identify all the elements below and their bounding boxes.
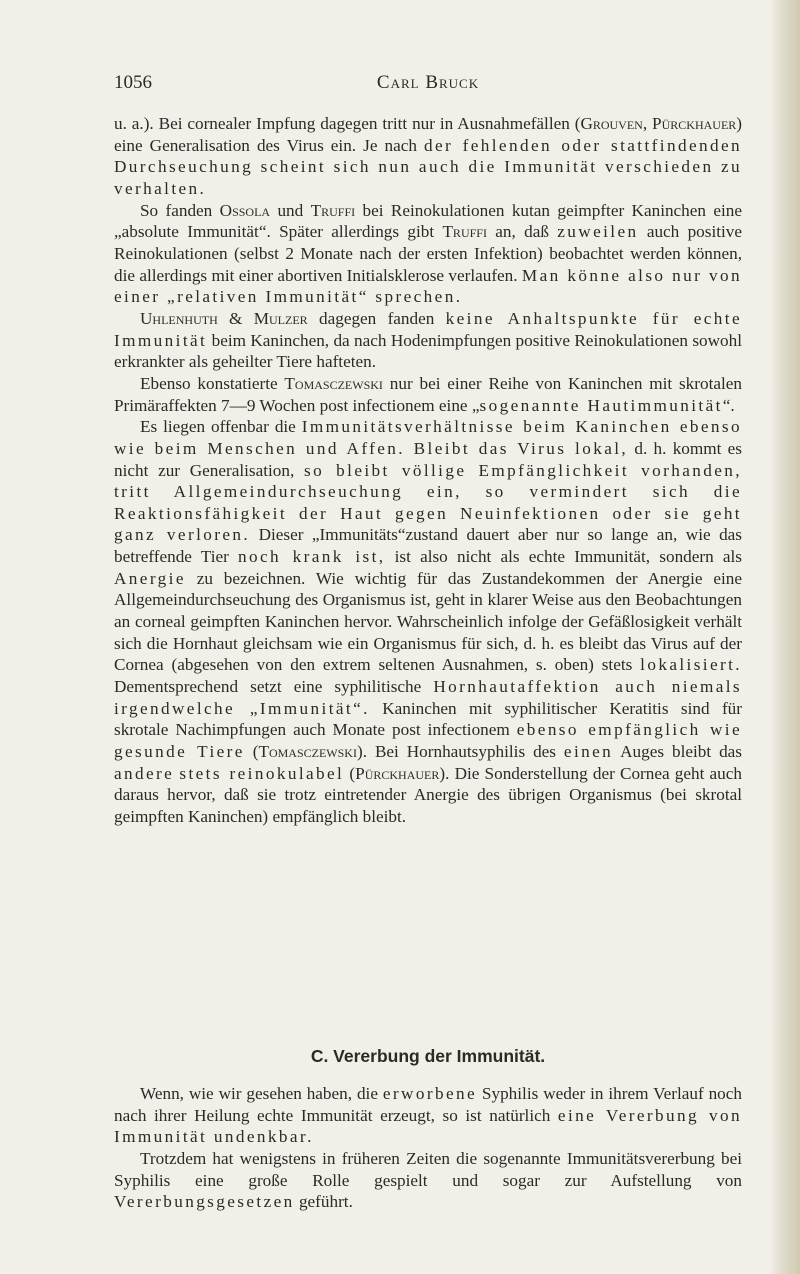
author-name: Mulzer <box>253 308 308 328</box>
author-name: Pürckhauer <box>652 114 737 133</box>
paragraph-5: Es liegen offenbar die Immunitätsverhältnisse beim Kaninchen ebenso wie beim Menschen und Affen. Bleibt das Virus lokal, d. h. kommt es nicht zur Generalisation, so bleibt völlige Empfänglichkeit vorhanden, tritt Allgemeindurchseuchung ein, so vermindert sich die Reaktionsfähigkeit der Haut gegen Neuinfektionen oder sie geht ganz verloren. Dieser „Immunitäts“zustand dauert aber nur so lange an, wie das betreffende Tier noch krank ist, ist also nicht als echte Immunität, sondern als Anergie zu bezeichnen. Wie wichtig für das Zustandekommen der Anergie eine Allgemeindurchseuchung des Organismus ist, geht in klarer Weise aus den Beobachtungen an corneal geimpften Kaninchen hervor. Wahrscheinlich infolge der Gefäßlosigkeit verhält sich die Hornhaut gleichsam wie ein Organismus für sich, d. h. es bleibt das Virus auf der Cornea (abgesehen von den extrem seltenen Ausnahmen, s. oben) stets lokalisiert. Dementsprechend setzt eine syphilitische Hornhautaffektion auch niemals irgendwelche „Immunität“. Kaninchen mit syphilitischer Keratitis sind für skrotale Nachimpfungen auch Monate post infectionem ebenso empfänglich wie gesunde Tiere (Tomasczewski). Bei Hornhautsyphilis des einen Auges bleibt das andere stets reinokulabel (Pürckhauer). Die Sonderstellung der Cornea geht auch daraus hervor, daß sie trotz eintretender Anergie des übrigen Organismus (bei skrotal geimpften Kaninchen) empfänglich bleibt. <box>114 417 743 826</box>
paragraph-6: Wenn, wie wir gesehen haben, die erworbene Syphilis weder in ihrem Verlauf noch nach ihrer Heilung echte Immunität erzeugt, so ist natürlich eine Vererbung von Immunität undenkbar. <box>114 1084 742 1147</box>
spaced-emphasis: so bleibt völlige Empfänglichkeit vorhanden, tritt Allgemeindurchseuchung ein, so vermindert sich die Reaktionsfähigkeit der Haut gegen Neuinfektionen oder sie geht ganz verloren. <box>114 460 742 545</box>
spaced-emphasis: der fehlenden oder stattfindenden Durchseuchung scheint sich nun auch die Immunität verschieden zu verhalten. <box>114 135 742 198</box>
spaced-emphasis: erworbene <box>382 1084 478 1103</box>
spaced-emphasis: andere <box>114 763 175 783</box>
spaced-emphasis: Immunitätsverhältnisse beim Kaninchen ebenso wie beim Menschen und Affen. Bleibt das Virus lokal, <box>114 417 742 458</box>
spaced-emphasis: noch krank ist, <box>238 547 386 567</box>
spaced-emphasis: ebenso empfänglich wie gesunde Tiere <box>114 720 742 762</box>
spaced-emphasis: zuweilen <box>557 222 639 242</box>
author-name: Pürckhauer <box>355 763 440 783</box>
spaced-emphasis: stets reinokulabel <box>179 763 345 783</box>
spaced-emphasis: Vererbungsgesetzen <box>114 1192 295 1212</box>
paragraph-3: Uhlenhuth & Mulzer dagegen fanden keine Anhaltspunkte für echte Immunität beim Kaninchen, da nach Hodenimpfungen positive Reinokulationen sowohl erkrankter als geheilter Tiere hafteten. <box>114 308 743 372</box>
spaced-emphasis: einen <box>563 742 614 762</box>
spaced-emphasis: Hornhautaffektion auch niemals irgendwelche „Immunität“. <box>114 677 743 718</box>
section-body-text <box>114 1083 742 1213</box>
page-number: 1056 <box>114 72 152 93</box>
author-name: Truffi <box>310 200 356 220</box>
author-name: Truffi <box>442 222 487 242</box>
author-name: Grouven <box>580 114 643 133</box>
spaced-emphasis: keine Anhaltspunkte für echte Immunität <box>114 308 743 350</box>
author-name: Ossola <box>219 200 271 220</box>
spaced-emphasis: Anergie <box>114 568 186 588</box>
spaced-emphasis: Man könne also nur von einer „relativen Immunität“ sprechen. <box>114 265 742 307</box>
spaced-emphasis: lokalisiert. <box>640 655 742 675</box>
section-heading: C. Vererbung der Immunität. <box>310 1046 546 1066</box>
author-name: Tomasczewski <box>258 742 357 762</box>
spaced-emphasis: sogenannte Hautimmunität <box>479 395 723 415</box>
spaced-emphasis: eine Vererbung von Immunität undenkbar. <box>114 1105 742 1147</box>
body-text <box>114 113 742 828</box>
page-edge-shadow <box>770 0 800 1274</box>
running-header <box>114 72 742 96</box>
paragraph-7: Trotzdem hat wenigstens in früheren Zeiten die sogenannte Immunitätsvererbung bei Syphilis eine große Rolle gespielt und sogar zur Aufstellung von Vererbungsgesetzen geführt. <box>114 1148 742 1212</box>
paragraph-1: u. a.). Bei cornealer Impfung dagegen tritt nur in Ausnahmefällen (Grouven, Pürckhauer) eine Generalisation des Virus ein. Je nach der fehlenden oder stattfindenden Durchseuchung scheint sich nun auch die Immunität verschieden zu verhalten. <box>114 114 743 198</box>
paragraph-2: So fanden Ossola und Truffi bei Reinokulationen kutan geimpfter Kaninchen eine „absolute Immunität“. Später allerdings gibt Truffi an, daß zuweilen auch positive Reinokulationen (selbst 2 Monate nach der ersten Infektion) beobachtet werden können, die allerdings mit einer abortiven Initialsklerose verlaufen. Man könne also nur von einer „relativen Immunität“ sprechen. <box>114 200 743 307</box>
author-name: Uhlenhuth <box>140 308 218 328</box>
author-name: Tomasczewski <box>284 373 383 393</box>
running-head-author: Carl Bruck <box>376 72 480 93</box>
paragraph-4: Ebenso konstatierte Tomasczewski nur bei einer Reihe von Kaninchen mit skrotalen Primäraffekten 7—9 Wochen post infectionem eine „sogenannte Hautimmunität“. <box>114 373 742 415</box>
